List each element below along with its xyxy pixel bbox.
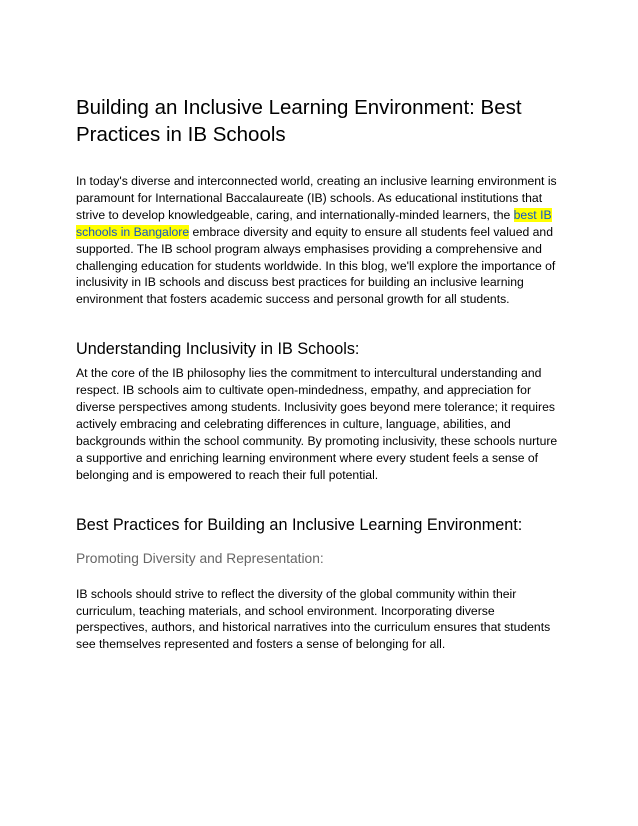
understanding-paragraph: At the core of the IB philosophy lies the commitment to intercultural understanding and respect. IB schools aim to cultivate open-mindedness, empathy, and appreciation for diverse perspectives among students. Inclusivity goes beyond mere tolerance; it requires actively embracing and celebrating differences in culture, language, abilities, and backgrounds within the school community. By promoting inclusivity, these schools nurture a supportive and enriching learning environment where every student feels a sense of belonging and is empowered to reach their full potential.	[76, 366, 558, 482]
section-heading-understanding: Understanding Inclusivity in IB Schools:	[76, 340, 360, 359]
best-ib-schools-link[interactable]: best IB schools in Bangalore	[76, 207, 552, 239]
document-title: Building an Inclusive Learning Environment: Best Practices in IB Schools	[76, 96, 522, 146]
intro-text-before: In today's diverse and interconnected world, creating an inclusive learning environment is paramount for International Baccalaureate (IB) schools. As educational institutions that strive to develop knowledgeable, caring, and internationally-minded learners, the	[76, 174, 557, 222]
subheading-diversity: Promoting Diversity and Representation:	[76, 550, 324, 566]
intro-paragraph	[76, 173, 566, 308]
diversity-paragraph: IB schools should strive to reflect the diversity of the global community within their curriculum, teaching materials, and school environment. Incorporating diverse perspectives, authors, and historical narratives into the curriculum ensures that students see themselves represented and fosters a sense of belonging for all.	[76, 586, 551, 652]
document-body	[76, 94, 566, 653]
intro-text-after: embrace diversity and equity to ensure all students feel valued and supported. The IB school program always emphasises providing a comprehensive and challenging education for students worldwide. In this blog, we'll explore the importance of inclusivity in IB schools and discuss best practices for building an inclusive learning environment that fosters academic success and personal growth for all students.	[76, 224, 556, 307]
section-heading-best-practices: Best Practices for Building an Inclusive Learning Environment:	[76, 515, 523, 534]
